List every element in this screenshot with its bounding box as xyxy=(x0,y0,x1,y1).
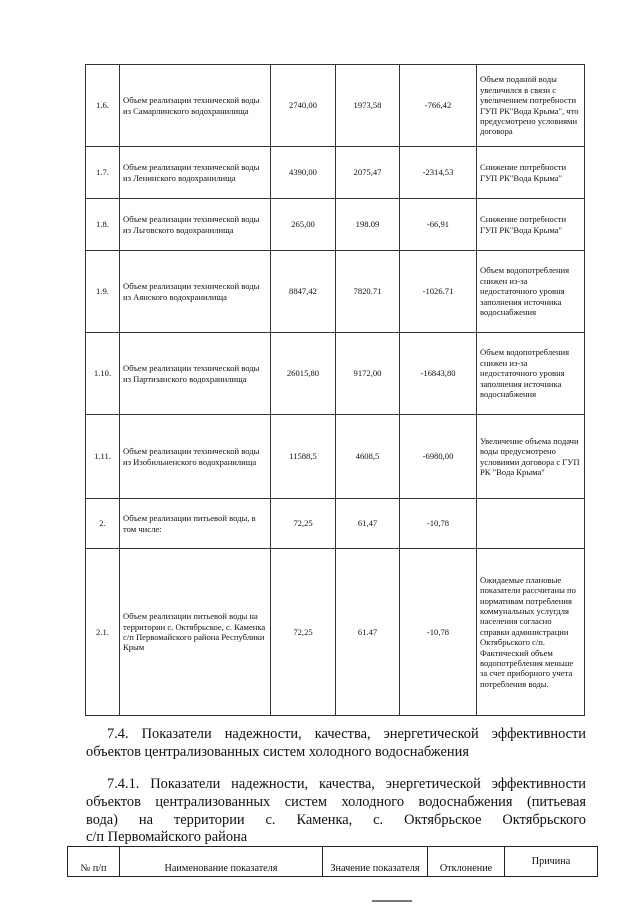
deviation-value: -10,78 xyxy=(400,549,477,716)
deviation-value: -766,42 xyxy=(400,65,477,147)
scan-mark xyxy=(372,900,412,902)
indicator-name: Объем реализации технической воды из Аянского водохранилища xyxy=(120,251,271,333)
actual-value: 198.09 xyxy=(336,199,400,251)
planned-value: 265,00 xyxy=(271,199,336,251)
reason-text: Увеличение объема подачи воды предусмотрено условиями договора с ГУП РК "Вода Крыма" xyxy=(477,415,585,499)
actual-value: 61,47 xyxy=(336,499,400,549)
row-number: 1.6. xyxy=(86,65,120,147)
row-number: 1.9. xyxy=(86,251,120,333)
actual-value: 9172,00 xyxy=(336,333,400,415)
actual-value: 7820.71 xyxy=(336,251,400,333)
column-header-deviation: Отклонение xyxy=(428,847,505,877)
row-number: 2.1. xyxy=(86,549,120,716)
indicators-table xyxy=(85,64,585,716)
reason-text: Объем водопотребления снижен из-за недостаточного уровня заполнения источника водоснабжения xyxy=(477,333,585,415)
table-row xyxy=(86,499,585,549)
deviation-value: -10,78 xyxy=(400,499,477,549)
actual-value: 61.47 xyxy=(336,549,400,716)
section-7-4-heading xyxy=(86,726,586,762)
row-number: 1.8. xyxy=(86,199,120,251)
table-row xyxy=(86,199,585,251)
indicator-name: Объем реализации питьевой воды на территории с. Октябрьское, с. Каменка с/п Первомайского района Республики Крым xyxy=(120,549,271,716)
heading-line: Показатели надежности, качества, энергетической эффективности xyxy=(150,776,586,792)
indicators-header-table xyxy=(67,846,598,877)
indicator-name: Объем реализации питьевой воды, в том числе: xyxy=(120,499,271,549)
heading-line: объектов централизованных систем холодного водоснабжения (питьевая xyxy=(86,793,586,810)
row-number: 2. xyxy=(86,499,120,549)
indicator-name: Объем реализации технической воды из Партизанского водохранилища xyxy=(120,333,271,415)
table-row xyxy=(86,251,585,333)
actual-value: 4608,5 xyxy=(336,415,400,499)
actual-value: 2075,47 xyxy=(336,147,400,199)
reason-text xyxy=(477,499,585,549)
actual-value: 1973,58 xyxy=(336,65,400,147)
deviation-value: -1026.71 xyxy=(400,251,477,333)
section-7-4-1-heading xyxy=(86,776,586,847)
row-number: 1.7. xyxy=(86,147,120,199)
reason-text: Ожидаемые плановые показатели рассчитаны по нормативам потребления коммунальных услугдля населения согласно справки администрации Октябрьского с/п. Фактический объем водопотребления меньше за счет приборного учета потребления воды. xyxy=(477,549,585,716)
column-header-reason: Причина xyxy=(505,847,598,877)
planned-value: 4390,00 xyxy=(271,147,336,199)
heading-line: вода) на территории с. Каменка, с. Октябрьское Октябрьского xyxy=(86,811,586,828)
table-row xyxy=(86,549,585,716)
heading-line: Показатели надежности, качества, энергетической эффективности xyxy=(141,726,586,742)
planned-value: 11588,5 xyxy=(271,415,336,499)
column-header-number: № п/п xyxy=(68,847,120,877)
reason-text: Объем поданой воды увеличился в связи с увеличением потребности ГУП РК"Вода Крыма", что предусмотрено условиями договора xyxy=(477,65,585,147)
planned-value: 2740,00 xyxy=(271,65,336,147)
indicator-name: Объем реализации технической воды из Самарлинского водохранилища xyxy=(120,65,271,147)
table-row xyxy=(86,65,585,147)
heading-line: с/п Первомайского района xyxy=(86,829,248,846)
heading-line: объектов централизованных систем холодного водоснабжения xyxy=(86,743,469,760)
reason-text: Снижение потребности ГУП РК"Вода Крыма" xyxy=(477,147,585,199)
deviation-value: -66,91 xyxy=(400,199,477,251)
section-number: 7.4. xyxy=(107,726,129,742)
deviation-value: -16843,80 xyxy=(400,333,477,415)
indicator-name: Объем реализации технической воды из Изобильненского водохранилища xyxy=(120,415,271,499)
row-number: 1.11. xyxy=(86,415,120,499)
column-header-name: Наименование показателя xyxy=(120,847,323,877)
table-row xyxy=(86,333,585,415)
reason-text: Объем водопотребления снижен из-за недостаточного уровня заполнения источника водоснабжения xyxy=(477,251,585,333)
column-header-value: Значение показателя xyxy=(323,847,428,877)
deviation-value: -2314,53 xyxy=(400,147,477,199)
reason-text: Снижение потребности ГУП РК"Вода Крыма" xyxy=(477,199,585,251)
indicator-name: Объем реализации технической воды из Ленинского водохранилища xyxy=(120,147,271,199)
row-number: 1.10. xyxy=(86,333,120,415)
table-row xyxy=(86,147,585,199)
section-number: 7.4.1. xyxy=(107,776,140,792)
deviation-value: -6980,00 xyxy=(400,415,477,499)
table-header-row xyxy=(68,847,598,877)
planned-value: 8847,42 xyxy=(271,251,336,333)
planned-value: 72,25 xyxy=(271,499,336,549)
planned-value: 26015,80 xyxy=(271,333,336,415)
indicator-name: Объем реализации технической воды из Льговского водохранилища xyxy=(120,199,271,251)
table-row xyxy=(86,415,585,499)
planned-value: 72,25 xyxy=(271,549,336,716)
